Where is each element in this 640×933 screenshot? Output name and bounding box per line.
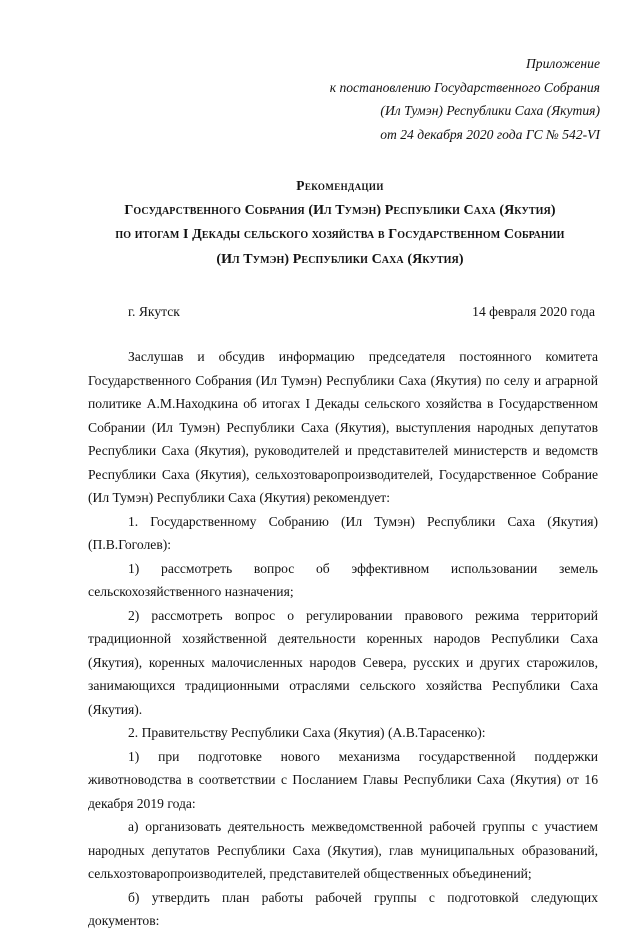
paragraph-item-2-1-a: а) организовать деятельность межведомственной рабочей группы с участием народных депутатов Республики Саха (Якутия), глав муниципальных образований, сельхозтоваропроизводителей, представителей общественных объединений; — [88, 819, 598, 881]
paragraph-item-1-2: 2) рассмотреть вопрос о регулировании правового режима территорий традиционной хозяйственной деятельности коренных народов Республики Саха (Якутия), коренных малочисленных народов Севера, русских и других старожилов, занимающихся традиционными отраслями сельского хозяйства Республики Саха (Якутия). — [88, 607, 598, 717]
approval-stamp — [330, 52, 600, 146]
title-line-2: Государственного Собрания (Ил Тумэн) Республики Саха (Якутия) — [124, 202, 556, 218]
title-line-1: Рекомендации — [296, 178, 384, 193]
approval-line-3: (Ил Тумэн) Республики Саха (Якутия) — [380, 103, 600, 119]
document-place: г. Якутск — [128, 304, 180, 319]
approval-line-1: Приложение — [525, 56, 600, 71]
paragraph-item-2-1: 1) при подготовке нового механизма государственной поддержки животноводства в соответствии с Посланием Главы Республики Саха (Якутия) от 16 декабря 2019 года: — [88, 748, 598, 811]
paragraph-item-2-1-b: б) утвердить план работы рабочей группы с подготовкой следующих документов: — [88, 889, 598, 928]
document-title — [70, 174, 610, 272]
approval-line-4: от 24 декабря 2020 года ГС № 542-VI — [380, 126, 600, 142]
paragraph-item-1: 1. Государственному Собранию (Ил Тумэн) Республики Саха (Якутия) (П.В.Гоголев): — [88, 513, 598, 552]
paragraph-item-1-1: 1) рассмотреть вопрос об эффективном использовании земель сельскохозяйственного назначения; — [88, 560, 598, 599]
paragraph-item-2: 2. Правительству Республики Саха (Якутия) (А.В.Тарасенко): — [128, 725, 486, 740]
title-line-4: (Ил Тумэн) Республики Саха (Якутия) — [216, 251, 464, 267]
document-body — [88, 345, 598, 933]
title-line-3: по итогам I Декады сельского хозяйства в Государственном Собрании — [115, 227, 565, 242]
approval-line-2: к постановлению Государственного Собрания — [329, 79, 600, 95]
document-date: 14 февраля 2020 года — [472, 304, 595, 319]
paragraph-intro: Заслушав и обсудив информацию председателя постоянного комитета Государственного Собрания (Ил Тумэн) Республики Саха (Якутия) по селу и аграрной политике А.М.Находкина об итогах I Декады сельского хозяйства в Государственном Собрании (Ил Тумэн) Республики Саха (Якутия), выступления народных депутатов Республики Саха (Якутия), руководителей и представителей министерств и ведомств Республики Саха (Якутия), сельхозтоваропроизводителей, Государственное Собрание (Ил Тумэн) Республики Саха (Якутия) рекомендует: — [88, 349, 598, 505]
